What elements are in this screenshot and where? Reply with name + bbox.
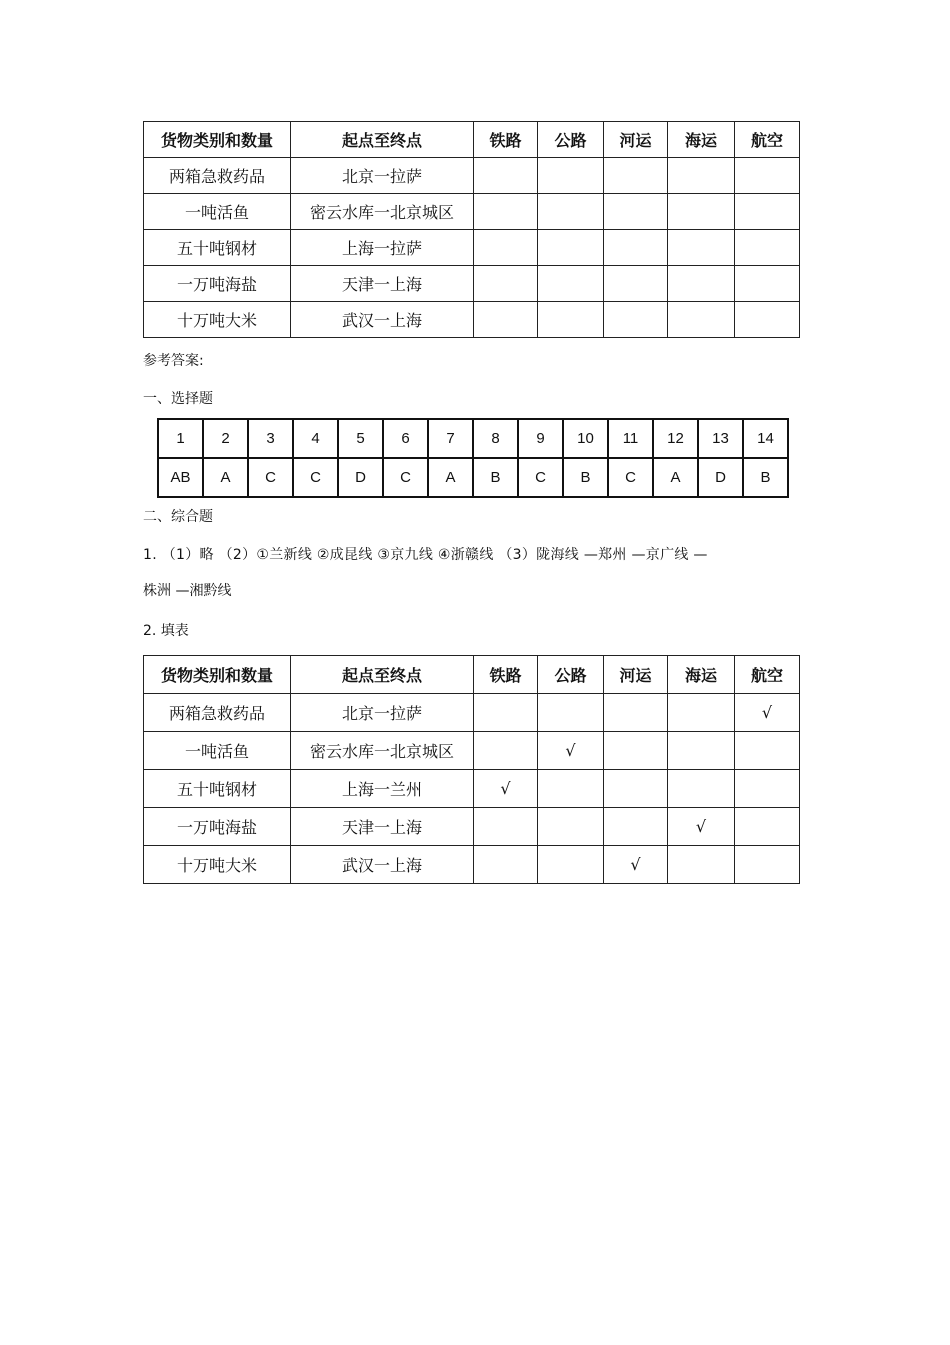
empty-cell xyxy=(604,302,668,338)
answer-cell: AB xyxy=(158,458,203,497)
empty-cell xyxy=(604,194,668,230)
question-number: 7 xyxy=(428,419,473,458)
check-cell: √ xyxy=(604,846,668,884)
question-number: 11 xyxy=(608,419,653,458)
check-cell xyxy=(604,732,668,770)
table-row xyxy=(144,732,800,770)
answer-cell: D xyxy=(338,458,383,497)
check-cell: √ xyxy=(474,770,538,808)
empty-cell xyxy=(474,230,538,266)
header-cell: 起点至终点 xyxy=(291,122,474,158)
check-cell: √ xyxy=(668,808,735,846)
answer-cell: C xyxy=(248,458,293,497)
table-row xyxy=(144,302,800,338)
table-header-row xyxy=(144,122,800,158)
answer-cell: B xyxy=(473,458,518,497)
check-cell xyxy=(474,694,538,732)
question-number: 1 xyxy=(158,419,203,458)
check-cell xyxy=(668,732,735,770)
table-row xyxy=(144,194,800,230)
question-number: 13 xyxy=(698,419,743,458)
route-cell: 北京一拉萨 xyxy=(291,694,474,732)
route-cell: 武汉一上海 xyxy=(291,302,474,338)
cargo-cell: 五十吨钢材 xyxy=(144,770,291,808)
check-cell xyxy=(538,770,604,808)
header-cell: 铁路 xyxy=(474,122,538,158)
cargo-cell: 一万吨海盐 xyxy=(144,808,291,846)
reference-heading: 参考答案: xyxy=(143,353,204,369)
answer-cell: C xyxy=(518,458,563,497)
header-cell: 海运 xyxy=(668,656,735,694)
empty-cell xyxy=(538,230,604,266)
question-1-answer-line-2: 株洲 —湘黔线 xyxy=(143,583,232,599)
header-cell: 航空 xyxy=(735,656,800,694)
empty-cell xyxy=(735,158,800,194)
header-cell: 公路 xyxy=(538,656,604,694)
table-row xyxy=(144,846,800,884)
header-cell: 起点至终点 xyxy=(291,656,474,694)
answer-cell: C xyxy=(293,458,338,497)
question-number: 12 xyxy=(653,419,698,458)
check-cell: √ xyxy=(735,694,800,732)
empty-cell xyxy=(668,230,735,266)
empty-cell xyxy=(668,266,735,302)
table-header-row xyxy=(144,656,800,694)
table-row xyxy=(144,770,800,808)
check-cell xyxy=(538,808,604,846)
empty-cell xyxy=(668,302,735,338)
route-cell: 武汉一上海 xyxy=(291,846,474,884)
route-cell: 上海一兰州 xyxy=(291,770,474,808)
cargo-cell: 一吨活鱼 xyxy=(144,194,291,230)
table-row xyxy=(144,266,800,302)
table-row xyxy=(144,694,800,732)
route-cell: 上海一拉萨 xyxy=(291,230,474,266)
question-number: 10 xyxy=(563,419,608,458)
header-cell: 河运 xyxy=(604,122,668,158)
section-comprehensive-heading: 二、综合题 xyxy=(143,509,213,525)
answer-cell: A xyxy=(428,458,473,497)
question-number: 2 xyxy=(203,419,248,458)
check-cell xyxy=(604,770,668,808)
header-cell: 公路 xyxy=(538,122,604,158)
check-cell xyxy=(668,770,735,808)
check-cell xyxy=(604,808,668,846)
header-cell: 航空 xyxy=(735,122,800,158)
route-cell: 密云水库一北京城区 xyxy=(291,732,474,770)
transport-question-table xyxy=(143,121,800,338)
table-row xyxy=(144,158,800,194)
route-cell: 北京一拉萨 xyxy=(291,158,474,194)
table-row xyxy=(144,230,800,266)
transport-answer-table xyxy=(143,655,800,884)
route-cell: 天津一上海 xyxy=(291,808,474,846)
question-number-row xyxy=(158,419,788,458)
header-cell: 海运 xyxy=(668,122,735,158)
cargo-cell: 十万吨大米 xyxy=(144,302,291,338)
answer-cell: D xyxy=(698,458,743,497)
check-cell xyxy=(735,846,800,884)
empty-cell xyxy=(735,266,800,302)
question-2-label: 2. 填表 xyxy=(143,623,189,639)
empty-cell xyxy=(538,158,604,194)
question-number: 4 xyxy=(293,419,338,458)
answer-cell: B xyxy=(563,458,608,497)
empty-cell xyxy=(735,302,800,338)
cargo-cell: 五十吨钢材 xyxy=(144,230,291,266)
question-number: 9 xyxy=(518,419,563,458)
answer-cell: A xyxy=(653,458,698,497)
check-cell xyxy=(538,694,604,732)
cargo-cell: 十万吨大米 xyxy=(144,846,291,884)
check-cell xyxy=(474,808,538,846)
question-number: 3 xyxy=(248,419,293,458)
empty-cell xyxy=(474,158,538,194)
check-cell: √ xyxy=(538,732,604,770)
empty-cell xyxy=(538,194,604,230)
empty-cell xyxy=(538,302,604,338)
answer-cell: C xyxy=(608,458,653,497)
question-number: 8 xyxy=(473,419,518,458)
empty-cell xyxy=(735,230,800,266)
empty-cell xyxy=(474,266,538,302)
empty-cell xyxy=(604,158,668,194)
table-row xyxy=(144,808,800,846)
check-cell xyxy=(604,694,668,732)
check-cell xyxy=(474,732,538,770)
empty-cell xyxy=(474,194,538,230)
cargo-cell: 两箱急救药品 xyxy=(144,694,291,732)
choice-answer-table xyxy=(157,418,789,498)
empty-cell xyxy=(604,230,668,266)
check-cell xyxy=(735,732,800,770)
header-cell: 铁路 xyxy=(474,656,538,694)
check-cell xyxy=(538,846,604,884)
question-number: 14 xyxy=(743,419,788,458)
cargo-cell: 一吨活鱼 xyxy=(144,732,291,770)
cargo-cell: 一万吨海盐 xyxy=(144,266,291,302)
answer-cell: A xyxy=(203,458,248,497)
question-number: 5 xyxy=(338,419,383,458)
check-cell xyxy=(668,846,735,884)
empty-cell xyxy=(735,194,800,230)
empty-cell xyxy=(474,302,538,338)
empty-cell xyxy=(604,266,668,302)
section-choice-heading: 一、选择题 xyxy=(143,391,213,407)
empty-cell xyxy=(668,158,735,194)
route-cell: 天津一上海 xyxy=(291,266,474,302)
answer-row xyxy=(158,458,788,497)
empty-cell xyxy=(668,194,735,230)
check-cell xyxy=(735,770,800,808)
question-1-answer-line-1: 1. （1）略 （2）①兰新线 ②成昆线 ③京九线 ④浙赣线 （3）陇海线 —郑州 —京广线 — xyxy=(143,547,708,563)
check-cell xyxy=(474,846,538,884)
header-cell: 货物类别和数量 xyxy=(144,122,291,158)
header-cell: 河运 xyxy=(604,656,668,694)
answer-cell: C xyxy=(383,458,428,497)
header-cell: 货物类别和数量 xyxy=(144,656,291,694)
check-cell xyxy=(668,694,735,732)
question-number: 6 xyxy=(383,419,428,458)
route-cell: 密云水库一北京城区 xyxy=(291,194,474,230)
answer-cell: B xyxy=(743,458,788,497)
empty-cell xyxy=(538,266,604,302)
cargo-cell: 两箱急救药品 xyxy=(144,158,291,194)
check-cell xyxy=(735,808,800,846)
